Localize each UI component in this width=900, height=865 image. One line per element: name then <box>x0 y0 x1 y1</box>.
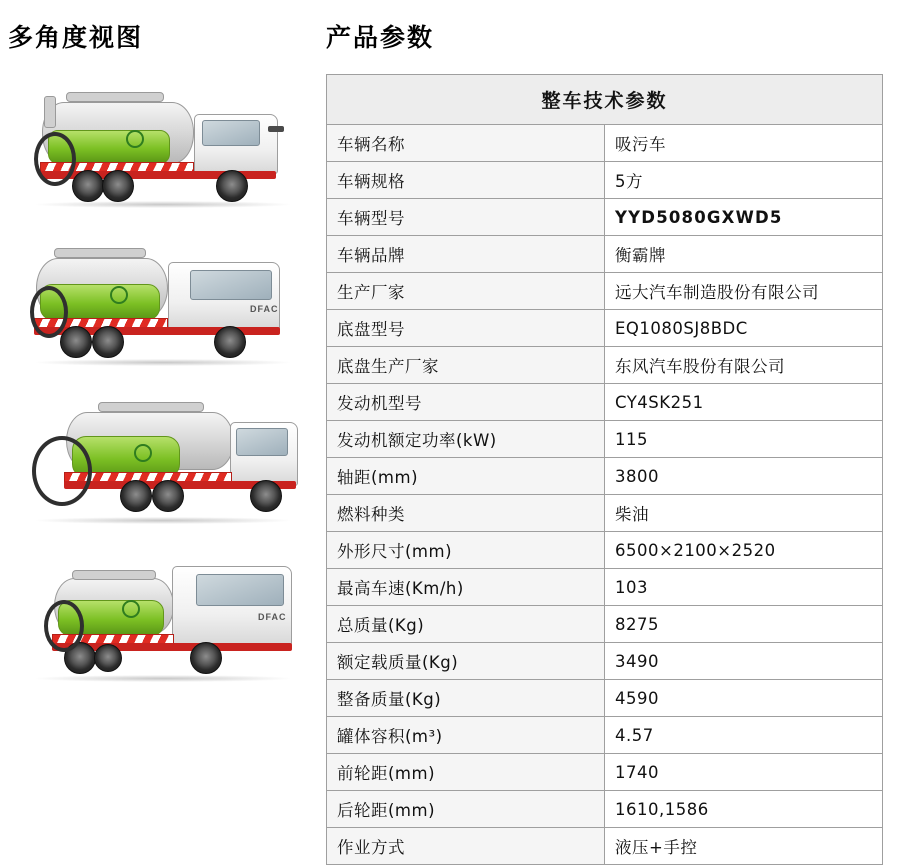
table-row <box>327 828 883 865</box>
cab-brand-text: DFAC <box>258 612 287 622</box>
spec-column <box>318 0 900 857</box>
row-value: 东风汽车股份有限公司 <box>605 347 883 384</box>
row-value: 衡霸牌 <box>605 236 883 273</box>
cab-window <box>202 120 260 146</box>
photo-gallery <box>0 74 318 698</box>
row-value: 6500×2100×2520 <box>605 532 883 569</box>
truck-illustration-2 <box>14 232 304 382</box>
top-pipe <box>66 92 164 102</box>
row-value: 3800 <box>605 458 883 495</box>
mirror-arm <box>268 126 284 132</box>
suction-hose <box>32 436 92 506</box>
row-label: 作业方式 <box>327 828 605 865</box>
rear-wheel <box>94 644 122 672</box>
top-pipe <box>98 402 204 412</box>
row-value: YYD5080GXWD5 <box>605 199 883 236</box>
ground-shadow <box>36 201 290 208</box>
row-value: 4.57 <box>605 717 883 754</box>
row-label: 底盘生产厂家 <box>327 347 605 384</box>
rear-wheel <box>152 480 184 512</box>
row-label: 发动机型号 <box>327 384 605 421</box>
row-label: 燃料种类 <box>327 495 605 532</box>
row-value: 5方 <box>605 162 883 199</box>
row-label: 车辆规格 <box>327 162 605 199</box>
ground-shadow <box>36 675 290 682</box>
row-label: 外形尺寸(mm) <box>327 532 605 569</box>
row-label: 车辆品牌 <box>327 236 605 273</box>
suction-hose <box>44 600 84 652</box>
gallery-column <box>0 0 318 831</box>
front-wheel <box>214 326 246 358</box>
row-value: 4590 <box>605 680 883 717</box>
row-value: EQ1080SJ8BDC <box>605 310 883 347</box>
truck-illustration-1 <box>14 74 304 224</box>
cab-brand-text: DFAC <box>250 304 279 314</box>
row-label: 前轮距(mm) <box>327 754 605 791</box>
row-value: 远大汽车制造股份有限公司 <box>605 273 883 310</box>
suction-hose <box>30 286 68 338</box>
row-value: 115 <box>605 421 883 458</box>
table-header-row <box>327 75 883 125</box>
truck-photo-2[interactable] <box>14 232 304 382</box>
truck-illustration-4 <box>14 548 304 698</box>
table-row <box>327 680 883 717</box>
row-label: 总质量(Kg) <box>327 606 605 643</box>
row-value: 103 <box>605 569 883 606</box>
front-wheel <box>190 642 222 674</box>
row-label: 最高车速(Km/h) <box>327 569 605 606</box>
front-wheel <box>216 170 248 202</box>
ground-shadow <box>36 517 290 524</box>
table-row <box>327 643 883 680</box>
table-row <box>327 162 883 199</box>
table-row <box>327 421 883 458</box>
table-row <box>327 310 883 347</box>
cab-window <box>190 270 272 300</box>
gallery-title: 多角度视图 <box>8 23 144 52</box>
row-label: 底盘型号 <box>327 310 605 347</box>
row-label: 额定载质量(Kg) <box>327 643 605 680</box>
table-row <box>327 791 883 828</box>
top-pipe <box>72 570 156 580</box>
row-label: 发动机额定功率(kW) <box>327 421 605 458</box>
truck-photo-4[interactable] <box>14 548 304 698</box>
cab-window <box>236 428 288 456</box>
table-row <box>327 347 883 384</box>
rear-wheel <box>120 480 152 512</box>
row-label: 生产厂家 <box>327 273 605 310</box>
row-value: 1740 <box>605 754 883 791</box>
row-label: 车辆名称 <box>327 125 605 162</box>
row-label: 车辆型号 <box>327 199 605 236</box>
spec-title: 产品参数 <box>326 23 435 52</box>
row-value: 1610,1586 <box>605 791 883 828</box>
spec-table-body <box>327 125 883 865</box>
row-label: 后轮距(mm) <box>327 791 605 828</box>
cab-window <box>196 574 284 606</box>
table-row <box>327 236 883 273</box>
ground-shadow <box>36 359 290 366</box>
table-row <box>327 125 883 162</box>
riser-pipe <box>44 96 56 128</box>
rear-wheel <box>102 170 134 202</box>
spec-table <box>326 74 883 865</box>
rear-wheel <box>60 326 92 358</box>
rear-wheel <box>92 326 124 358</box>
suction-hose <box>34 132 76 186</box>
table-row <box>327 273 883 310</box>
truck-photo-3[interactable] <box>14 390 304 540</box>
table-row <box>327 569 883 606</box>
table-row <box>327 606 883 643</box>
row-value: 3490 <box>605 643 883 680</box>
table-row <box>327 458 883 495</box>
row-value: 吸污车 <box>605 125 883 162</box>
brand-emblem <box>110 286 128 304</box>
table-row <box>327 754 883 791</box>
table-header-title: 整车技术参数 <box>327 75 883 125</box>
front-wheel <box>250 480 282 512</box>
table-row <box>327 717 883 754</box>
top-pipe <box>54 248 146 258</box>
row-value: CY4SK251 <box>605 384 883 421</box>
truck-illustration-3 <box>14 390 304 540</box>
row-label: 罐体容积(m³) <box>327 717 605 754</box>
table-row <box>327 495 883 532</box>
row-value: 液压+手控 <box>605 828 883 865</box>
table-row <box>327 199 883 236</box>
row-value: 8275 <box>605 606 883 643</box>
truck-photo-1[interactable] <box>14 74 304 224</box>
brand-emblem <box>122 600 140 618</box>
brand-emblem <box>126 130 144 148</box>
table-row <box>327 532 883 569</box>
row-label: 整备质量(Kg) <box>327 680 605 717</box>
rear-wheel <box>72 170 104 202</box>
table-row <box>327 384 883 421</box>
row-label: 轴距(mm) <box>327 458 605 495</box>
brand-emblem <box>134 444 152 462</box>
row-value: 柴油 <box>605 495 883 532</box>
